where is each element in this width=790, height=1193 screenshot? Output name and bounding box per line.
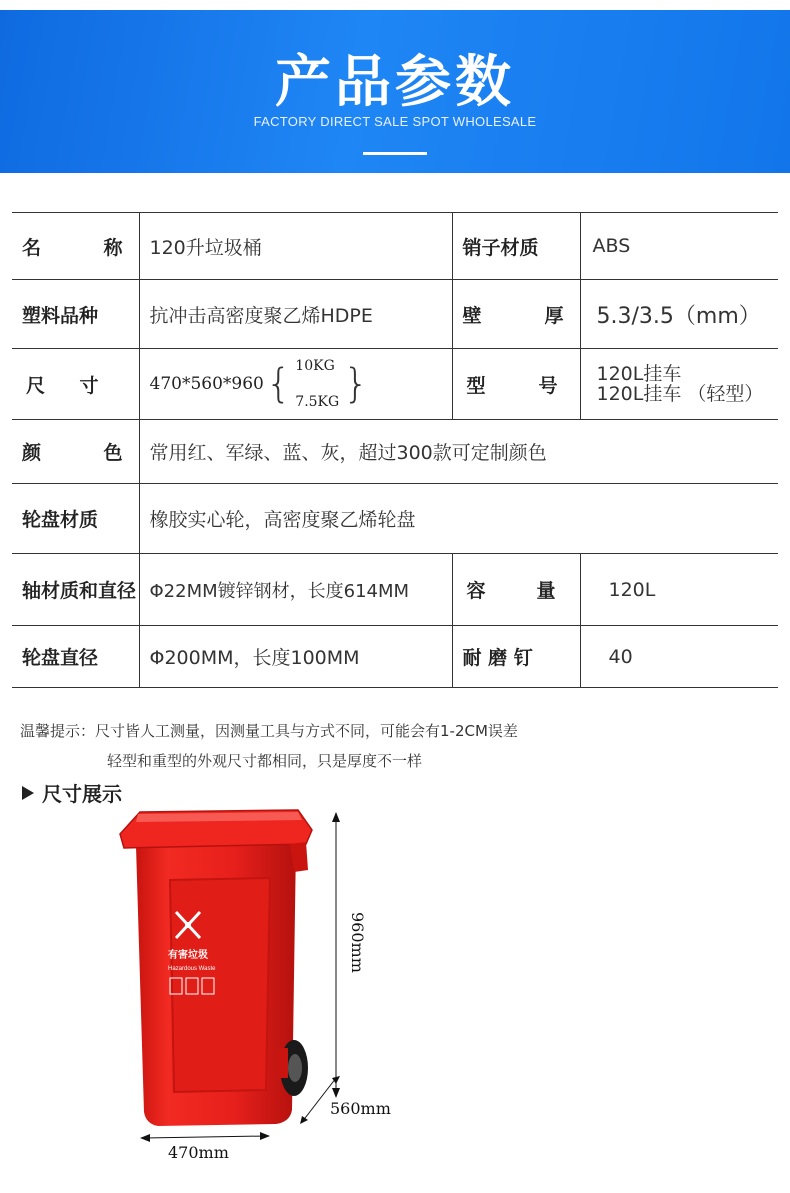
table-row bbox=[12, 280, 778, 349]
play-triangle-icon bbox=[22, 786, 34, 800]
size-dimensions: 470*560*960 bbox=[149, 374, 264, 394]
arrow-up-icon bbox=[332, 812, 340, 822]
banner-subtitle: FACTORY DIRECT SALE SPOT WHOLESALE bbox=[253, 114, 537, 129]
tip-note bbox=[20, 716, 518, 776]
size-value bbox=[139, 349, 452, 420]
wear-nail-value: 40 bbox=[580, 626, 778, 688]
pin-material-value: ABS bbox=[580, 213, 778, 280]
tip-line-1: 温馨提示：尺寸皆人工测量，因测量工具与方式不同，可能会有1-2CM误差 bbox=[20, 722, 518, 740]
plastic-label: 塑料品种 bbox=[12, 280, 139, 349]
brace-close-icon: } bbox=[343, 361, 369, 407]
capacity-value: 120L bbox=[580, 554, 778, 626]
arrow-down-icon bbox=[332, 1088, 340, 1098]
model-value bbox=[580, 349, 778, 420]
wheel-material-value: 橡胶实心轮，高密度聚乙烯轮盘 bbox=[139, 484, 778, 554]
brace-open-icon: { bbox=[265, 361, 292, 407]
table-row bbox=[12, 554, 778, 626]
table-row bbox=[12, 626, 778, 688]
bin-illustration bbox=[100, 800, 420, 1170]
bin-label-cn: 有害垃圾 bbox=[168, 950, 208, 961]
spec-table bbox=[12, 212, 778, 688]
depth-label: 560mm bbox=[330, 1099, 391, 1118]
axle-housing bbox=[278, 1048, 288, 1078]
plastic-value: 抗冲击高密度聚乙烯HDPE bbox=[139, 280, 452, 349]
table-row bbox=[12, 484, 778, 554]
width-label: 470mm bbox=[168, 1143, 229, 1162]
height-label: 960mm bbox=[348, 912, 367, 973]
width-dimension-line bbox=[144, 1136, 266, 1138]
bin-front-panel bbox=[170, 878, 270, 1092]
wall-value: 5.3/3.5（mm） bbox=[580, 280, 778, 349]
model-label: 型 号 bbox=[452, 349, 580, 420]
size-weight-heavy: 10KG bbox=[295, 358, 335, 374]
size-weight-light: 7.5KG bbox=[295, 394, 340, 410]
model-value-light: 120L挂车 （轻型） bbox=[596, 383, 764, 405]
wheel-hub bbox=[288, 1054, 302, 1082]
name-label: 名 称 bbox=[12, 213, 139, 280]
bin-label-en: Hazardous Waste bbox=[168, 966, 216, 972]
section-title: 尺寸展示 bbox=[42, 782, 122, 806]
color-label: 颜 色 bbox=[12, 420, 139, 484]
name-value: 120升垃圾桶 bbox=[139, 213, 452, 280]
table-row bbox=[12, 420, 778, 484]
arrow-right-icon bbox=[260, 1132, 270, 1140]
color-value: 常用红、军绿、蓝、灰，超过300款可定制颜色 bbox=[139, 420, 778, 484]
arrow-depth-bottom-icon bbox=[300, 1116, 308, 1124]
banner-divider bbox=[363, 152, 427, 155]
pin-material-label: 销子材质 bbox=[452, 213, 580, 280]
banner-title: 产品参数 bbox=[275, 50, 515, 115]
table-row bbox=[12, 349, 778, 420]
axle-label: 轴材质和直径 bbox=[12, 554, 139, 626]
model-value-heavy: 120L挂车 bbox=[596, 363, 682, 385]
hazard-dot-icon bbox=[185, 922, 191, 928]
size-label: 尺 寸 bbox=[12, 349, 139, 420]
arrow-depth-top-icon bbox=[332, 1076, 340, 1084]
wheel-diameter-value: Φ200MM，长度100MM bbox=[139, 626, 452, 688]
wall-label: 壁 厚 bbox=[452, 280, 580, 349]
wear-nail-label: 耐 磨 钉 bbox=[452, 626, 580, 688]
axle-value: Φ22MM镀锌钢材，长度614MM bbox=[139, 554, 452, 626]
capacity-label: 容 量 bbox=[452, 554, 580, 626]
wheel-material-label: 轮盘材质 bbox=[12, 484, 139, 554]
table-row bbox=[12, 213, 778, 280]
arrow-left-icon bbox=[140, 1134, 150, 1142]
header-banner bbox=[0, 10, 790, 173]
wheel-diameter-label: 轮盘直径 bbox=[12, 626, 139, 688]
tip-line-2: 轻型和重型的外观尺寸都相同，只是厚度不一样 bbox=[107, 752, 423, 770]
